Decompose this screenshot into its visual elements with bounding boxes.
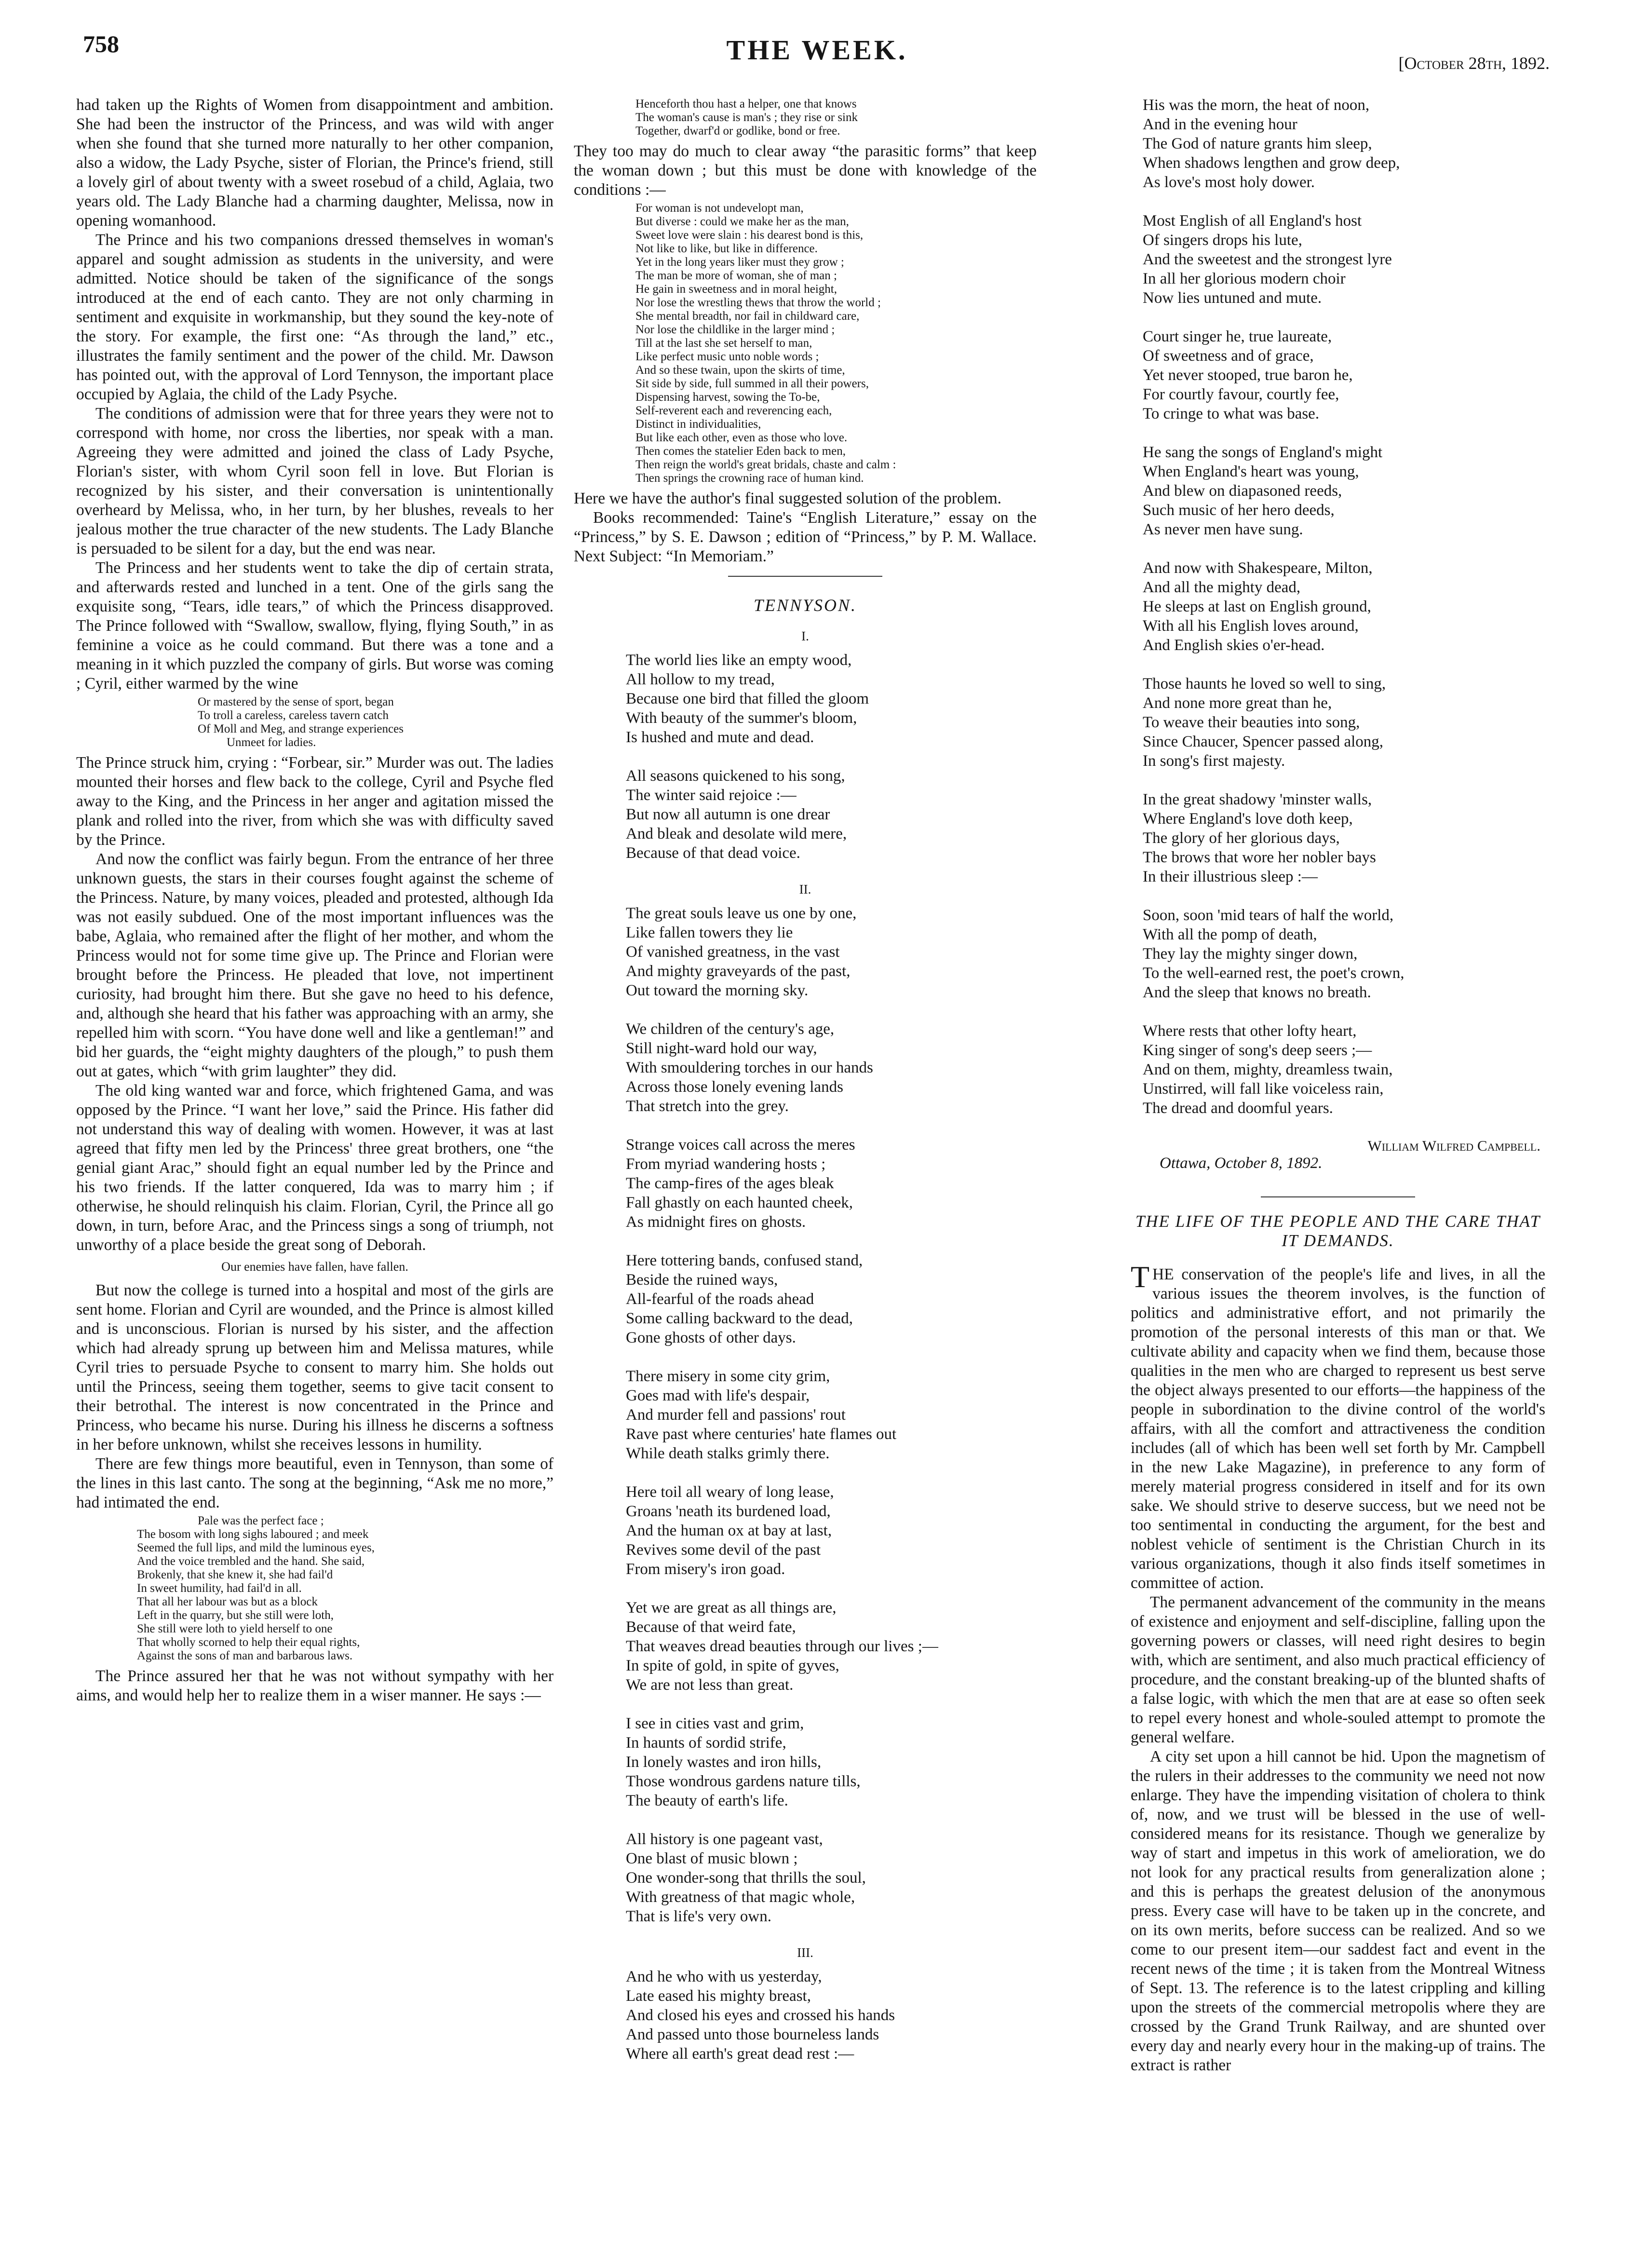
- verse-line: Because of that weird fate,: [626, 1618, 796, 1636]
- verse-line: And bleak and desolate wild mere,: [626, 825, 847, 842]
- paragraph: The Princess and her students went to take the dip of certain strata, and afterwards rested and lunched in a tent. One of the girls sang the exquisite song, “Tears, idle tears,” of which the Princess disapproved. The Prince followed with “Swallow, swallow, flying, flying South,” in as feminine a voice as he could command. But there was a tone and a meaning in it which puzzled the company of girls. But worse was coming ; Cyril, either warmed by the wine: [76, 559, 554, 693]
- verse-line: In all her glorious modern choir: [1143, 270, 1346, 287]
- verse-line: And passed unto those bourneless lands: [626, 2026, 879, 2043]
- paragraph: They too may do much to clear away “the parasitic forms” that keep the woman down ; but this must be done with knowledge of the conditions :—: [574, 142, 1037, 199]
- verse-line: There misery in some city grim,: [626, 1368, 830, 1385]
- stanza: [1131, 674, 1545, 771]
- stanza: [574, 1367, 1037, 1463]
- verse-line: Self-reverent each and reverencing each,: [635, 404, 832, 417]
- verse-line: They lay the mighty singer down,: [1143, 945, 1358, 963]
- verse-line: Nor lose the wrestling thews that throw the world ;: [635, 296, 881, 309]
- verse-line: Unstirred, will fall like voiceless rain,: [1143, 1080, 1384, 1098]
- section-divider: [728, 576, 882, 577]
- verse-line: And he who with us yesterday,: [626, 1968, 822, 1985]
- verse-line: He sang the songs of England's might: [1143, 444, 1383, 461]
- verse-line: In spite of gold, in spite of gyves,: [626, 1657, 839, 1674]
- verse-line: To troll a careless, careless tavern catch: [198, 709, 389, 722]
- verse-line: Yet never stooped, true baron he,: [1143, 367, 1353, 384]
- verse-line: All seasons quickened to his song,: [626, 767, 845, 785]
- stanza: [574, 1019, 1037, 1116]
- verse-line: That is life's very own.: [626, 1908, 771, 1925]
- stanza: [574, 1135, 1037, 1232]
- verse-line: Then reign the world's great bridals, chaste and calm :: [635, 458, 896, 471]
- verse-quote: [574, 97, 1037, 138]
- verse-line: And now with Shakespeare, Milton,: [1143, 559, 1373, 577]
- verse-line: And on them, mighty, dreamless twain,: [1143, 1061, 1393, 1078]
- verse-line: Where all earth's great dead rest :—: [626, 2045, 854, 2063]
- poem-author: William Wilfred Campbell.: [1367, 1137, 1540, 1154]
- verse-line: The brows that wore her nobler bays: [1143, 849, 1376, 866]
- verse-line: The world lies like an empty wood,: [626, 652, 852, 669]
- verse-line: Court singer he, true laureate,: [1143, 328, 1332, 345]
- verse-line: That weaves dread beauties through our lives ;—: [626, 1638, 938, 1655]
- verse-line: The camp-fires of the ages bleak: [626, 1175, 834, 1192]
- stanza: [1131, 558, 1545, 655]
- poem-dateline: Ottawa, October 8, 1892.: [1160, 1154, 1323, 1172]
- verse-line: Then springs the crowning race of human kind.: [635, 472, 864, 485]
- verse-line: Strange voices call across the meres: [626, 1136, 855, 1154]
- stanza: [574, 1967, 1037, 2064]
- stanza: [574, 651, 1037, 747]
- verse-line: Late eased his mighty breast,: [626, 1987, 811, 2005]
- verse-line: With smouldering torches in our hands: [626, 1059, 873, 1076]
- stanza: [1131, 790, 1545, 886]
- verse-line: Of singers drops his lute,: [1143, 231, 1302, 249]
- verse-line: The bosom with long sighs laboured ; and meek: [137, 1528, 369, 1541]
- column-middle: [574, 95, 1051, 2249]
- verse-line: In sweet humility, had fail'd in all.: [137, 1582, 302, 1595]
- poem-part-i: [574, 651, 1037, 863]
- verse-line: Most English of all England's host: [1143, 212, 1362, 230]
- verse-line: To weave their beauties into song,: [1143, 714, 1360, 731]
- verse-line: But diverse : could we make her as the man,: [635, 215, 849, 228]
- issue-date: [1399, 53, 1550, 73]
- verse-line: Rave past where centuries' hate flames out: [626, 1426, 897, 1443]
- verse-line: Sweet love were slain : his dearest bond is this,: [635, 229, 864, 242]
- stanza: [574, 766, 1037, 863]
- journal-title: THE WEEK.: [726, 34, 908, 66]
- verse-line: One wonder-song that thrills the soul,: [626, 1869, 866, 1887]
- paragraph: Books recommended: Taine's “English Literature,” essay on the “Princess,” by S. E. Dawson ; edition of “Princess,” by P. M. Wallace. Next Subject: “In Memoriam.”: [574, 509, 1037, 565]
- verse-line: We children of the century's age,: [626, 1020, 835, 1038]
- verse-line: And the sweetest and the strongest lyre: [1143, 251, 1392, 268]
- verse-line: Pale was the perfect face ;: [198, 1514, 324, 1527]
- poem-part-number: II.: [799, 882, 811, 896]
- verse-line: That all her labour was but as a block: [137, 1595, 318, 1608]
- verse-line: And murder fell and passions' rout: [626, 1406, 846, 1424]
- paragraph: had taken up the Rights of Women from disappointment and ambition. She had been the instructor of the Princess, and was wild with anger when she found that she turned more naturally to her other companion, also a widow, the Lady Psyche, sister of Florian, the Prince's friend, still a lovely girl of about twenty with a sweet rosebud of a child, Aglaia, two years old. The Lady Blanche had a charming daughter, Melissa, now in opening womanhood.: [76, 96, 554, 230]
- verse-line: Yet in the long years liker must they grow ;: [635, 256, 844, 269]
- verse-line: And none more great than he,: [1143, 694, 1332, 712]
- column-right-content: [1131, 95, 1545, 2075]
- verse-line: And in the evening hour: [1143, 116, 1297, 133]
- verse-line: Soon, soon 'mid tears of half the world,: [1143, 907, 1394, 924]
- stanza: [1131, 327, 1545, 423]
- page-number: 758: [83, 30, 119, 57]
- paragraph: Here we have the author's final suggested solution of the problem.: [574, 489, 1002, 507]
- verse-line: Yet we are great as all things are,: [626, 1599, 837, 1616]
- verse-line: The man be more of woman, she of man ;: [635, 269, 837, 282]
- verse-line: In haunts of sordid strife,: [626, 1734, 786, 1752]
- verse-line: Beside the ruined ways,: [626, 1271, 778, 1289]
- verse-line: As love's most holy dower.: [1143, 174, 1315, 191]
- verse-line: Because of that dead voice.: [626, 844, 800, 862]
- verse-line: Of Moll and Meg, and strange experiences: [198, 722, 404, 735]
- verse-line: Out toward the morning sky.: [626, 982, 809, 999]
- verse-line: Those wondrous gardens nature tills,: [626, 1773, 861, 1790]
- verse-line: In the great shadowy 'minster walls,: [1143, 791, 1372, 808]
- verse-line: Brokenly, that she knew it, she had fail'd: [137, 1568, 333, 1581]
- verse-line: From misery's iron goad.: [626, 1561, 785, 1578]
- verse-line: The glory of her glorious days,: [1143, 829, 1340, 847]
- verse-line: In lonely wastes and iron hills,: [626, 1753, 822, 1771]
- paragraph: And now the conflict was fairly begun. From the entrance of her three unknown guests, the stars in their courses fought against the scheme of the Princess. Nature, by many voices, pleaded and protested, although Ida was not easily subdued. One of the most important influences was the babe, Aglaia, who remained after the flight of her mother, and whom the Princess would not for some time give up. The Prince and Florian were brought before the Princess. He pleaded that love, not impertinent curiosity, had brought him there. But she gave no heed to his defence, and, although she heard that his father was approaching with an army, she repelled him with scorn. “You have done well and like a gentleman!” and bid her guards, the “eight mighty daughters of the plough,” to push them out at gates, which “with grim laughter” they did.: [76, 850, 554, 1080]
- verse-line: The dread and doomful years.: [1143, 1100, 1333, 1117]
- verse-line: Groans 'neath its burdened load,: [626, 1503, 831, 1520]
- stanza: [1131, 906, 1545, 1002]
- verse-line: Some calling backward to the dead,: [626, 1310, 853, 1327]
- verse-line: With beauty of the summer's bloom,: [626, 709, 857, 727]
- verse-line: Fall ghastly on each haunted cheek,: [626, 1194, 853, 1211]
- verse-line: And mighty graveyards of the past,: [626, 963, 851, 980]
- stanza: [574, 1598, 1037, 1695]
- paragraph: The Prince and his two companions dressed themselves in woman's apparel and sought admission as students in the university, and were admitted. Notice should be taken of the significance of the songs introduced at the end of each canto. They are not only charming in sentiment and exquisite in workmanship, but they sound the key-note of the story. For example, the first one: “As through the land,” etc., illustrates the family sentiment and the power of the child. Mr. Dawson has pointed out, with the approval of Lord Tennyson, the important place occupied by Aglaia, the child of the Lady Psyche.: [76, 231, 554, 403]
- verse-line: Till at the last she set herself to man,: [635, 337, 812, 350]
- verse-line: All-fearful of the roads ahead: [626, 1290, 814, 1308]
- verse-line: Revives some devil of the past: [626, 1541, 821, 1559]
- verse-line: He sleeps at last on English ground,: [1143, 598, 1371, 615]
- verse-line: Because one bird that filled the gloom: [626, 690, 869, 707]
- column-left: [76, 95, 554, 2249]
- verse-line: Not like to like, but like in difference.: [635, 242, 818, 255]
- verse-line: She still were loth to yield herself to one: [137, 1622, 333, 1635]
- verse-line: Across those lonely evening lands: [626, 1078, 843, 1096]
- column-left-content: [76, 95, 554, 1705]
- verse-line: Of sweetness and of grace,: [1143, 347, 1314, 365]
- stanza: [1131, 95, 1545, 192]
- poem-part-ii: [574, 904, 1037, 1926]
- section-divider: [1261, 1196, 1415, 1197]
- verse-line: The God of nature grants him sleep,: [1143, 135, 1372, 152]
- verse-line: Such music of her hero deeds,: [1143, 502, 1335, 519]
- verse-line: And so these twain, upon the skirts of time,: [635, 364, 845, 377]
- verse-line: While death stalks grimly there.: [626, 1445, 830, 1462]
- verse-line: He gain in sweetness and in moral height,: [635, 283, 837, 296]
- verse-line: Is hushed and mute and dead.: [626, 729, 814, 746]
- verse-line: And English skies o'er-head.: [1143, 637, 1325, 654]
- verse-line: Distinct in individualities,: [635, 418, 761, 431]
- stanza: [574, 904, 1037, 1000]
- verse-line: Where England's love doth keep,: [1143, 810, 1353, 828]
- verse-line: And the human ox at bay at last,: [626, 1522, 832, 1539]
- verse-line: The woman's cause is man's ; they rise or sink: [635, 111, 858, 124]
- column-right: [1131, 95, 1545, 2249]
- verse-line: Here toil all weary of long lease,: [626, 1483, 834, 1501]
- verse-line: To cringe to what was base.: [1143, 405, 1320, 422]
- verse-line: In their illustrious sleep :—: [1143, 868, 1318, 885]
- verse-line: Of vanished greatness, in the vast: [626, 943, 840, 961]
- verse-line: To the well-earned rest, the poet's crown,: [1143, 964, 1404, 982]
- verse-line: That stretch into the grey.: [626, 1098, 789, 1115]
- verse-line: That wholly scorned to help their equal rights,: [137, 1636, 360, 1649]
- verse-line: All hollow to my tread,: [626, 671, 775, 688]
- paragraph: The conditions of admission were that for three years they were not to correspond with home, nor cross the liberties, nor speak with a man. Agreeing they were admitted and joined the class of Lady Psyche, Florian's sister, with whom Cyril soon fell in love. But Florian is recognized by his sister, and their conversation is unintentionally overheard by Melissa, who, in her turn, by her blushes, reveals to her jealous mother the true character of the new students. The Lady Blanche is persuaded to be silent for a day, but the end was near.: [76, 405, 554, 557]
- poem-title: TENNYSON.: [753, 596, 857, 615]
- stanza: [574, 1714, 1037, 1810]
- verse-line: Unmeet for ladies.: [227, 736, 316, 749]
- verse-line: Against the sons of man and barbarous laws.: [137, 1649, 353, 1662]
- verse-line: Since Chaucer, Spencer passed along,: [1143, 733, 1384, 750]
- verse-line: For courtly favour, courtly fee,: [1143, 386, 1339, 403]
- stanza: [574, 1830, 1037, 1926]
- stanza: [1131, 1021, 1545, 1118]
- verse-line: Like fallen towers they lie: [626, 924, 793, 941]
- verse-line: Left in the quarry, but she still were loth,: [137, 1609, 334, 1622]
- verse-quote: [574, 202, 1037, 485]
- verse-line: And the sleep that knows no breath.: [1143, 984, 1371, 1001]
- verse-line: One blast of music blown ;: [626, 1850, 798, 1867]
- verse-line: King singer of song's deep seers ;—: [1143, 1042, 1372, 1059]
- paragraph: There are few things more beautiful, even in Tennyson, than some of the lines in this last canto. The song at the beginning, “Ask me no more,” had intimated the end.: [76, 1455, 554, 1511]
- stanza: [1131, 443, 1545, 539]
- verse-line: Now lies untuned and mute.: [1143, 289, 1322, 307]
- verse-line: We are not less than great.: [626, 1676, 794, 1694]
- verse-line: I see in cities vast and grim,: [626, 1715, 804, 1732]
- verse-line: And blew on diapasoned reeds,: [1143, 482, 1342, 500]
- verse-line: As never men have sung.: [1143, 521, 1303, 538]
- poem-part-number: III.: [797, 1945, 813, 1960]
- column-middle-content: [574, 97, 1037, 2064]
- paragraph: The Prince assured her that he was not without sympathy with her aims, and would help her to realize them in a wiser manner. He says :—: [76, 1667, 554, 1704]
- verse-line: With all his English loves around,: [1143, 617, 1359, 635]
- verse-line: And the voice trembled and the hand. She said,: [137, 1555, 365, 1568]
- verse-line: Sit side by side, full summed in all their powers,: [635, 377, 869, 390]
- verse-line: The winter said rejoice :—: [626, 787, 797, 804]
- verse-line: Together, dwarf'd or godlike, bond or free.: [635, 124, 840, 137]
- verse-line: But like each other, even as those who love.: [635, 431, 848, 444]
- verse-quote: Our enemies have fallen, have fallen.: [221, 1260, 408, 1274]
- issue-date-text: [October 28th, 1892.: [1398, 54, 1550, 73]
- verse-line: For woman is not undevelopt man,: [635, 202, 804, 215]
- verse-quote: [76, 695, 554, 749]
- verse-line: Henceforth thou hast a helper, one that knows: [635, 97, 857, 110]
- poem-part-number: I.: [801, 629, 809, 643]
- article-title: THE LIFE OF THE PEOPLE AND THE CARE THAT IT DEMANDS.: [1135, 1212, 1541, 1250]
- paragraph: THE conservation of the people's life and lives, in all the various issues the theorem involves, is the function of politics and administrative effort, and not primarily the promotion of the personal interests of this man or that. We cultivate ability and capacity when we find them, because those qualities in the men who are charged to represent us best serve the object always presented to our efforts—the happiness of the people in subordination to the divine control of the world's affairs, with all the comfort and attractiveness the condition includes (all of which has been well set forth by Mr. Campbell in the new Lake Magazine), in preference to any form of merely material progress considered in itself and for its own sake. We should strive to deserve success, but we need not be too sentimental in conducting the argument, for the best and noblest vehicle of sentiment is the Christian Church in its various organizations, though it also finds itself sometimes in committee of action.: [1131, 1260, 1545, 1592]
- poem-part-iii: [574, 1967, 1037, 2064]
- verse-line: The great souls leave us one by one,: [626, 905, 857, 922]
- verse-line: When shadows lengthen and grow deep,: [1143, 154, 1400, 172]
- verse-line: As midnight fires on ghosts.: [626, 1213, 806, 1231]
- verse-line: Here tottering bands, confused stand,: [626, 1252, 863, 1269]
- verse-line: In song's first majesty.: [1143, 752, 1285, 770]
- paragraph: The permanent advancement of the community in the means of existence and enjoyment and self-discipline, falling upon the governing powers or classes, will need right desires to begin with, which are sentiment, and also much practical efficiency of procedure, and the constant breaking-up of the blunted shafts of a false logic, with which the men that are at ease so often seek to repel every honest and whole-souled attempt to promote the general welfare.: [1131, 1593, 1545, 1746]
- verse-line: She mental breadth, nor fail in childward care,: [635, 310, 860, 323]
- verse-line: But now all autumn is one drear: [626, 806, 830, 823]
- paragraph: The Prince struck him, crying : “Forbear, sir.” Murder was out. The ladies mounted their horses and flew back to the college, Cyril and Psyche fled away to the King, and the Princess in her anger and agitation missed the plank and rolled into the river, from which she was with difficulty saved by the Prince.: [76, 754, 554, 849]
- verse-line: Nor lose the childlike in the larger mind ;: [635, 323, 835, 336]
- stanza: [574, 1482, 1037, 1579]
- verse-line: With all the pomp of death,: [1143, 926, 1317, 943]
- verse-line: Where rests that other lofty heart,: [1143, 1022, 1357, 1040]
- verse-line: And all the mighty dead,: [1143, 579, 1301, 596]
- verse-line: Goes mad with life's despair,: [626, 1387, 810, 1404]
- verse-line: All history is one pageant vast,: [626, 1831, 823, 1848]
- stanza: [1131, 211, 1545, 308]
- verse-line: From myriad wandering hosts ;: [626, 1155, 826, 1173]
- verse-line: Still night-ward hold our way,: [626, 1040, 817, 1057]
- stanza: [574, 1251, 1037, 1347]
- verse-line: Like perfect music unto noble words ;: [635, 350, 819, 363]
- verse-line: With greatness of that magic whole,: [626, 1888, 855, 1906]
- verse-line: Dispensing harvest, sowing the To-be,: [635, 391, 820, 404]
- verse-line: When England's heart was young,: [1143, 463, 1359, 480]
- paragraph: A city set upon a hill cannot be hid. Upon the magnetism of the rulers in their addresses to the community we need not now enlarge. They have the impending visitation of cholera to think of, now, and we trust will be blessed in the use of well-considered means for its resistance. Though we generalize by way of start and impetus in this work of amelioration, we do not look for any practical results from generalization alone ; and this is perhaps the greatest delusion of the anonymous press. Every case will have to be taken up in the concrete, and on its own merits, before success can be realized. And so we come to our present item—our saddest fact and event in the recent news of the time ; it is taken from the Montreal Witness of Sept. 13. The reference is to the latest crippling and killing upon the streets of the commercial metropolis where they are crossed by the Grand Trunk Railway, and are shunted over every day and nearly every hour in the making-up of trains. The extract is rather: [1131, 1748, 1545, 2074]
- verse-line: And closed his eyes and crossed his hands: [626, 2007, 895, 2024]
- verse-line: His was the morn, the heat of noon,: [1143, 96, 1370, 114]
- poem-part-iii-continued: [1131, 95, 1545, 1118]
- verse-line: Or mastered by the sense of sport, began: [198, 695, 394, 708]
- paragraph: But now the college is turned into a hospital and most of the girls are sent home. Florian and Cyril are wounded, and the Prince is almost killed and is unconscious. Florian is nursed by his sister, and the affection which had already sprung up between him and Melissa matures, while Cyril tries to persuade Psyche to consent to marry him. She holds out until the Princess, seeing them together, seems to give tacit consent to their betrothal. The interest is now concentrated in the Prince and Princess, who became his nurse. During his illness he discerns a softness in her before unknown, whilst she receives lessons in humility.: [76, 1281, 554, 1453]
- verse-line: Seemed the full lips, and mild the luminous eyes,: [137, 1541, 375, 1554]
- verse-line: Then comes the statelier Eden back to men,: [635, 445, 846, 458]
- verse-line: Gone ghosts of other days.: [626, 1329, 796, 1346]
- verse-line: The beauty of earth's life.: [626, 1792, 788, 1809]
- verse-quote: [76, 1514, 554, 1663]
- verse-line: Those haunts he loved so well to sing,: [1143, 675, 1386, 693]
- paragraph: The old king wanted war and force, which frightened Gama, and was opposed by the Prince. “I want her love,” said the Prince. His father did not understand this way of dealing with women. However, it was at last agreed that fifty men led by the Princess' three great brothers, one “the genial giant Arac,” should fight an equal number led by the Prince and his two friends. If the latter conquered, Ida was to marry him ; if otherwise, he should relinquish his claim. Florian, Cyril, the Prince all go down, in turn, before Arac, and the Princess sings a song of triumph, not unworthy of a place beside the great song of Deborah.: [76, 1082, 554, 1254]
